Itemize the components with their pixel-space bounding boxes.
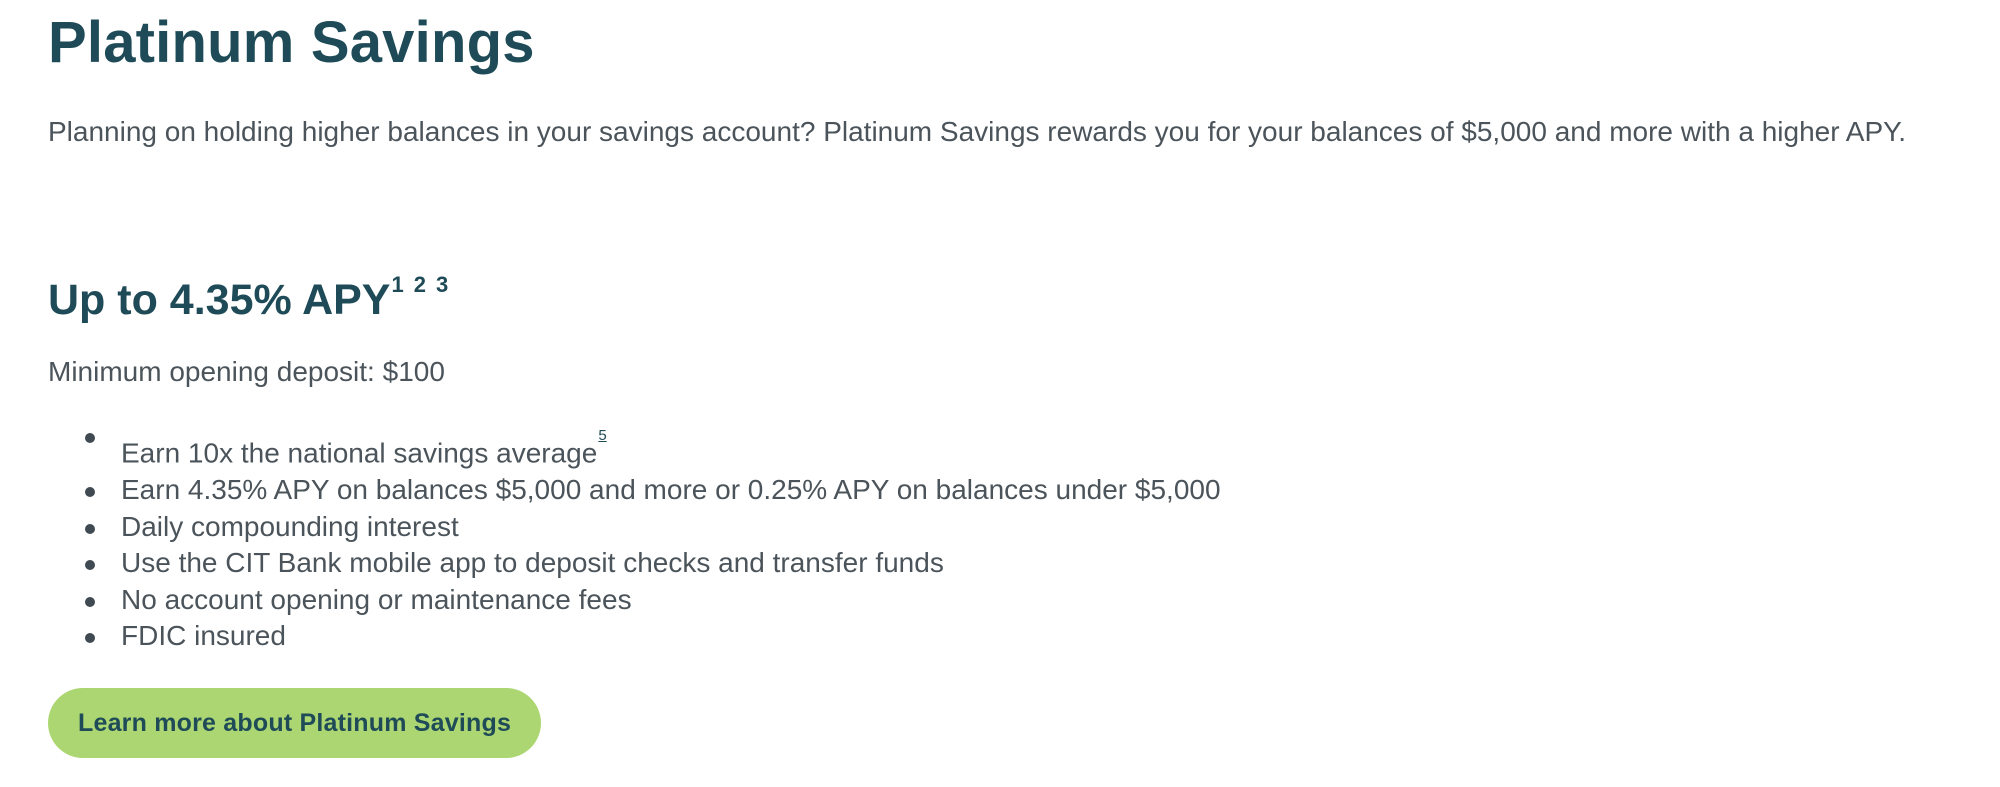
product-intro: Planning on holding higher balances in your savings account? Platinum Savings rewards you for your balances of $5,000 and more with a higher APY. [48, 116, 1906, 147]
list-item [121, 582, 1960, 619]
learn-more-button[interactable]: Learn more about Platinum Savings [48, 688, 541, 758]
feature-text: No account opening or maintenance fees [121, 583, 632, 615]
minimum-deposit: Minimum opening deposit: $100 [48, 356, 445, 387]
page-title: Platinum Savings [48, 10, 535, 75]
feature-text: Use the CIT Bank mobile app to deposit checks and transfer funds [121, 547, 944, 579]
bullet-icon [85, 633, 95, 643]
feature-list [48, 418, 1960, 655]
list-item [121, 472, 1960, 509]
rate-footnote-1[interactable]: 1 [391, 272, 404, 297]
feature-text: Earn 4.35% APY on balances $5,000 and more or 0.25% APY on balances under $5,000 [121, 473, 1221, 505]
bullet-icon [85, 524, 95, 534]
rate-heading [48, 259, 1960, 326]
rate-heading-text: Up to 4.35% APY [48, 276, 391, 324]
list-item [121, 418, 1960, 472]
list-item [121, 509, 1960, 546]
list-item [121, 618, 1960, 655]
bullet-icon [85, 487, 95, 497]
bullet-icon [85, 597, 95, 607]
feature-text: Earn 10x the national savings average [121, 437, 598, 469]
bullet-icon [85, 433, 95, 443]
footnote-5 [597, 427, 607, 457]
feature-text: FDIC insured [121, 620, 286, 652]
rate-footnote-2[interactable]: 2 [413, 272, 426, 297]
feature-text: Daily compounding interest [121, 510, 459, 542]
rate-footnote-3[interactable]: 3 [436, 272, 449, 297]
bullet-icon [85, 560, 95, 570]
footnote-5-link[interactable]: 5 [598, 427, 607, 444]
list-item [121, 545, 1960, 582]
